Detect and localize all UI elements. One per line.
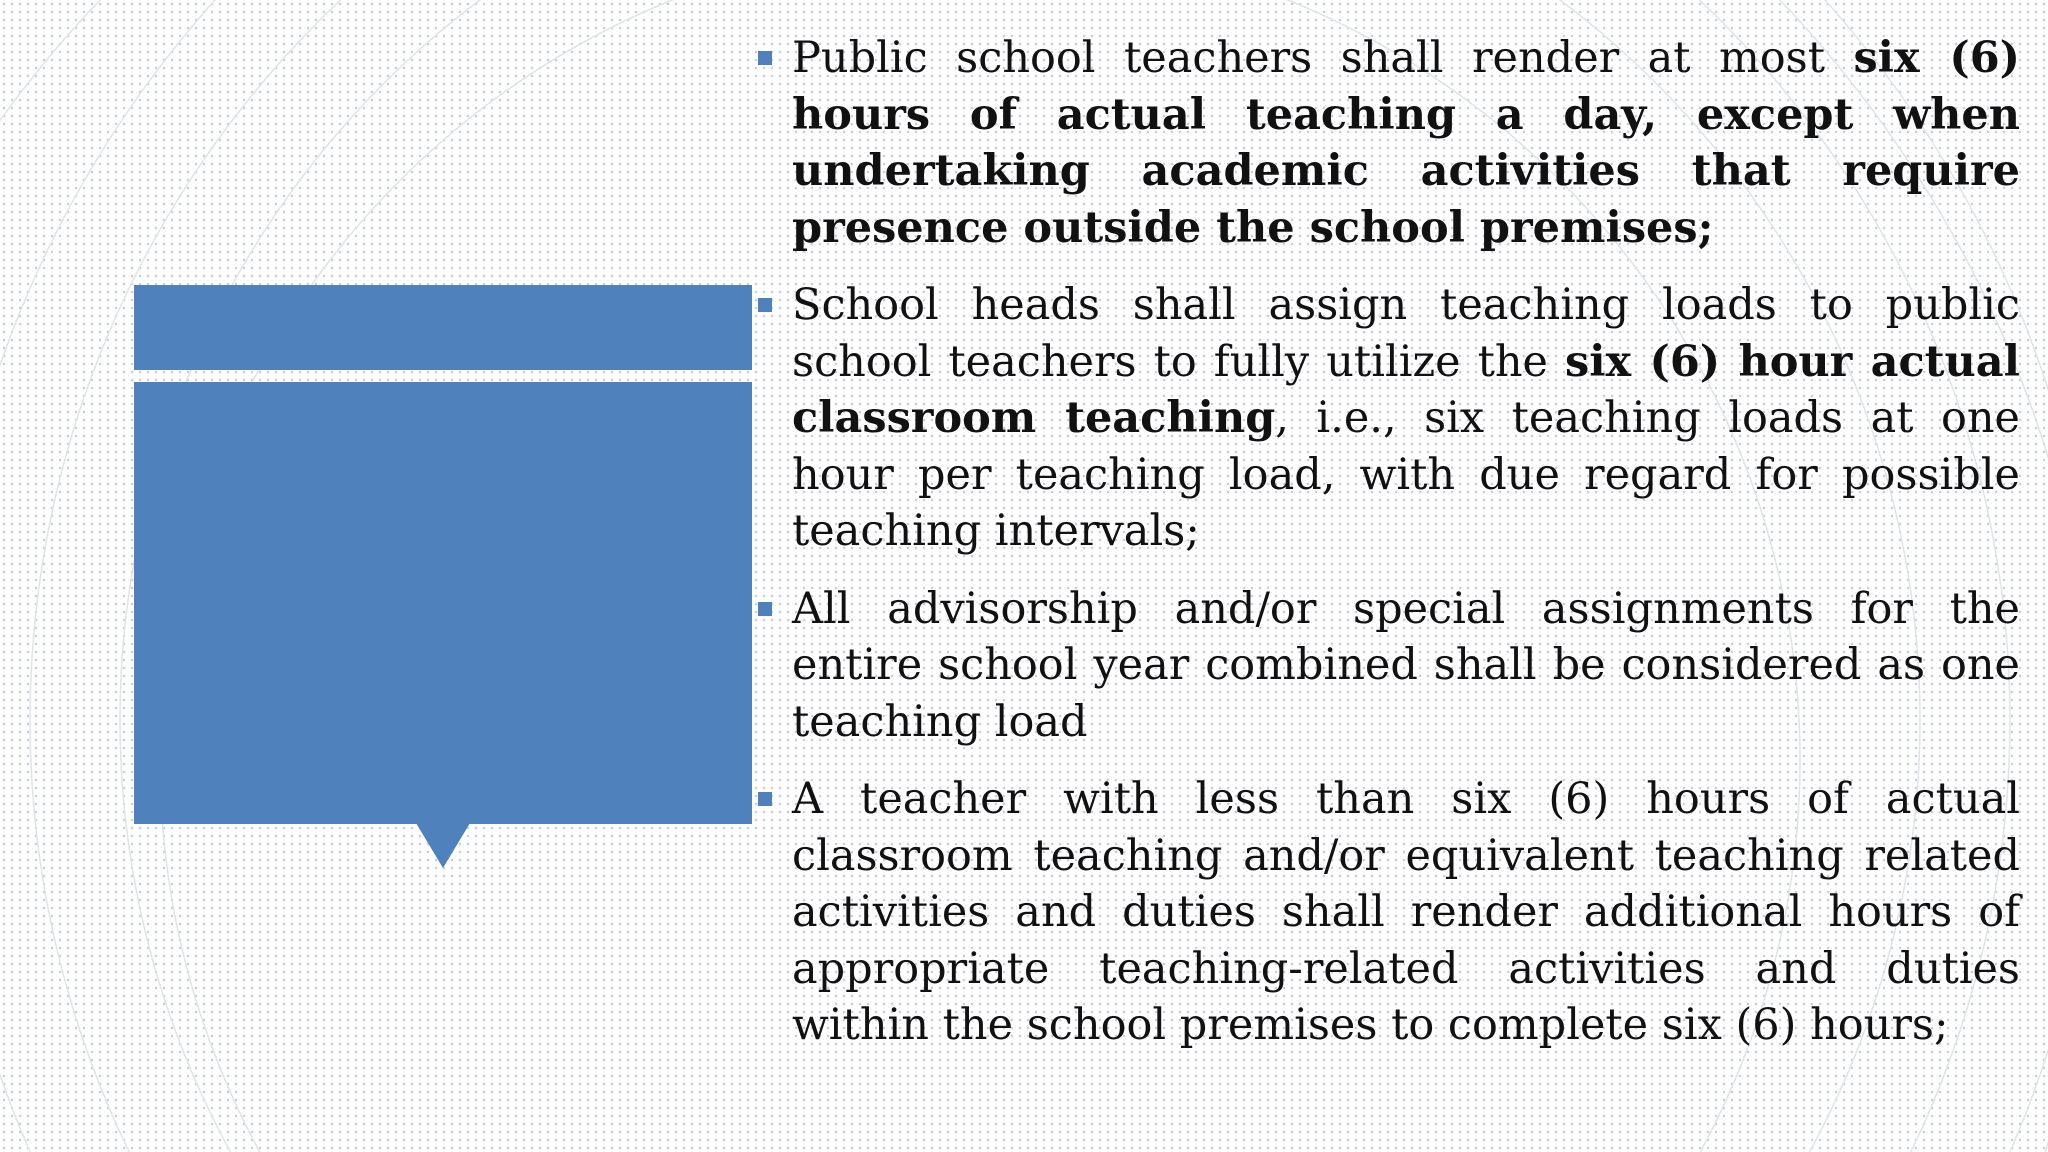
bullet-text: School heads shall assign teaching loads to public school teachers to fully utilize the — [792, 280, 2020, 387]
bullet-text: , i.e., six teaching loads at one hour per teaching load, with due regard for possible teaching intervals; — [792, 393, 2020, 556]
bullet-text: Public school teachers shall render at most — [792, 33, 1854, 83]
square-bullet-icon — [758, 298, 772, 312]
bullet-item — [750, 277, 2020, 560]
bullet-text-bold: six (6) hour actual classroom teaching — [792, 336, 2020, 443]
callout-box — [134, 382, 752, 824]
bullet-item — [750, 30, 2020, 256]
bullet-list — [750, 30, 2020, 1075]
callout-header-bar — [134, 285, 752, 370]
bullet-text: All advisorship and/or special assignments for the entire school year combined shall be considered as one teaching load — [792, 583, 2020, 747]
bullet-item — [750, 771, 2020, 1054]
bullet-text: A teacher with less than six (6) hours of actual classroom teaching and/or equivalent teaching related activities and duties shall render additional hours of appropriate teaching-related activities and duties within the school premises to complete six (6) hours; — [792, 774, 2020, 1050]
square-bullet-icon — [758, 51, 772, 65]
bullet-text-bold: six (6) hours of actual teaching a day, except when undertaking academic activities that require presence outside the school premises; — [792, 33, 2020, 253]
square-bullet-icon — [758, 792, 772, 806]
bullet-item — [750, 581, 2020, 751]
square-bullet-icon — [758, 602, 772, 616]
callout-pointer — [416, 823, 470, 868]
